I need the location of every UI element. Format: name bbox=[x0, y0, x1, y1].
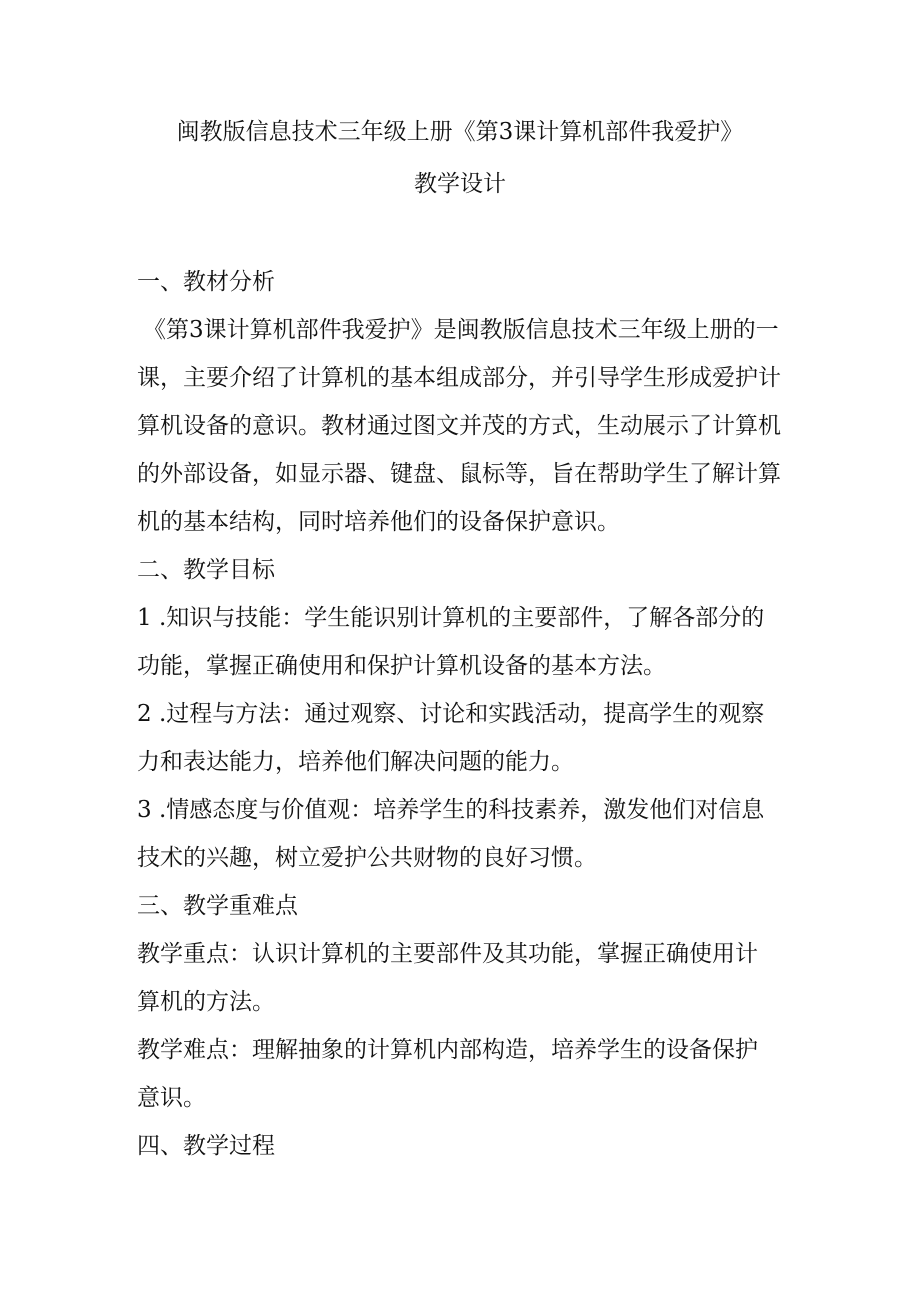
paragraph-line: 机的基本结构，同时培养他们的设备保护意识。 bbox=[137, 509, 620, 535]
key-point-continued: 算机的方法。 bbox=[137, 989, 275, 1015]
goal-item-3: 3 .情感态度与价值观：培养学生的科技素养，激发他们对信息 bbox=[137, 797, 765, 823]
section-heading-teaching-goals: 二、教学目标 bbox=[137, 557, 275, 583]
document-title: 闽教版信息技术三年级上册《第3课计算机部件我爱护》 bbox=[176, 119, 744, 145]
goal-item-2-continued: 力和表达能力，培养他们解决问题的能力。 bbox=[137, 749, 574, 775]
difficult-point: 教学难点：理解抽象的计算机内部构造，培养学生的设备保护 bbox=[137, 1037, 758, 1063]
document-subtitle: 教学设计 bbox=[414, 171, 506, 197]
document-body bbox=[137, 258, 787, 1170]
goal-item-2: 2 .过程与方法：通过观察、讨论和实践活动，提高学生的观察 bbox=[137, 701, 765, 727]
paragraph-line: 算机设备的意识。教材通过图文并茂的方式，生动展示了计算机 bbox=[137, 413, 781, 439]
key-point: 教学重点：认识计算机的主要部件及其功能，掌握正确使用计 bbox=[137, 941, 758, 967]
difficult-point-continued: 意识。 bbox=[137, 1085, 206, 1111]
section-heading-textbook-analysis: 一、教材分析 bbox=[137, 269, 275, 295]
paragraph-line: 的外部设备，如显示器、键盘、鼠标等，旨在帮助学生了解计算 bbox=[137, 461, 781, 487]
goal-item-1: 1 .知识与技能：学生能识别计算机的主要部件，了解各部分的 bbox=[137, 605, 765, 631]
goal-item-1-continued: 功能，掌握正确使用和保护计算机设备的基本方法。 bbox=[137, 653, 666, 679]
section-heading-teaching-process: 四、教学过程 bbox=[137, 1133, 275, 1159]
section-heading-key-points: 三、教学重难点 bbox=[137, 893, 298, 919]
paragraph-line: 《第3课计算机部件我爱护》是闽教版信息技术三年级上册的一 bbox=[143, 317, 779, 343]
goal-item-3-continued: 技术的兴趣，树立爱护公共财物的良好习惯。 bbox=[137, 845, 597, 871]
paragraph-line: 课，主要介绍了计算机的基本组成部分，并引导学生形成爱护计 bbox=[137, 365, 781, 391]
